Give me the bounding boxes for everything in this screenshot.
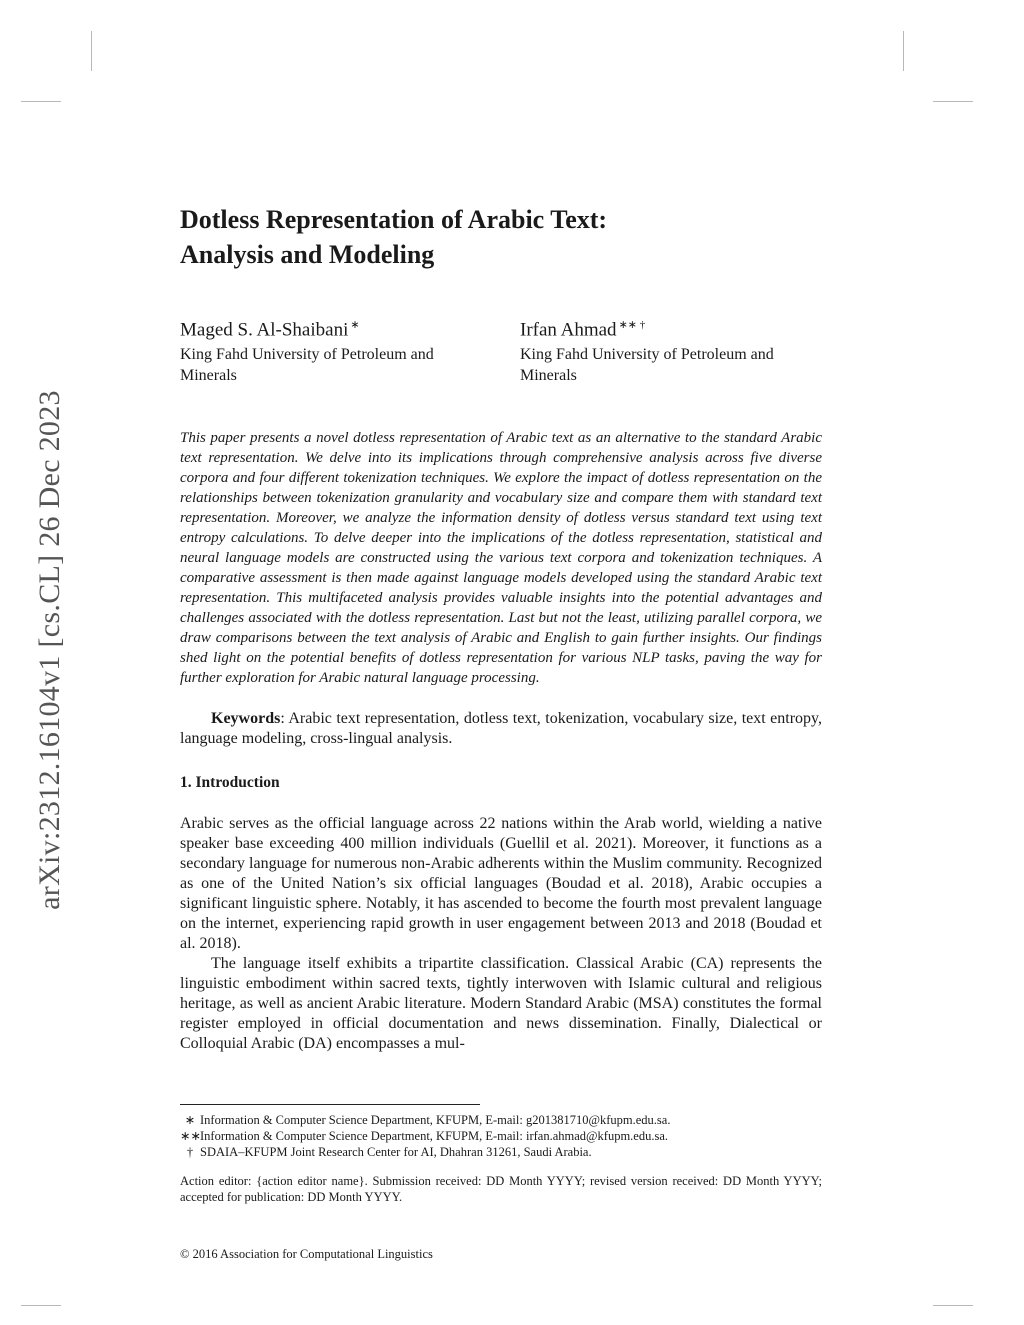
copyright: © 2016 Association for Computational Linguistics [180, 1247, 433, 1261]
author-1-mark: ∗ [350, 319, 360, 331]
paper-title [180, 202, 822, 272]
footnote-2-symbol: ∗∗ [180, 1129, 201, 1143]
editor-note: Action editor: {action editor name}. Submission received: DD Month YYYY; revised version received: DD Month YYYY; accepted for publication: DD Month YYYY. [180, 1174, 822, 1204]
footnote-1-symbol: ∗ [184, 1113, 196, 1127]
crop-mark-top-left [91, 31, 92, 71]
author-2-name: Irfan Ahmad [520, 319, 617, 341]
footnote-1 [180, 1112, 822, 1128]
section-heading: 1. Introduction [180, 774, 280, 791]
footnote-3 [180, 1144, 822, 1160]
footnote-3-symbol: † [186, 1145, 194, 1159]
footnote-rule [180, 1104, 480, 1105]
footnote-2 [180, 1128, 822, 1144]
author-2-mark: ∗∗ † [618, 319, 646, 331]
author-1-name: Maged S. Al-Shaibani [180, 319, 349, 341]
title-line-1: Dotless Representation of Arabic Text: [180, 205, 608, 234]
author-2 [520, 312, 820, 386]
footnote-1-text: Information & Computer Science Department, KFUPM, E-mail: g201381710@kfupm.edu.sa. [200, 1113, 671, 1127]
footnote-3-text: SDAIA–KFUPM Joint Research Center for AI, Dhahran 31261, Saudi Arabia. [200, 1145, 592, 1159]
footnote-2-text: Information & Computer Science Department, KFUPM, E-mail: irfan.ahmad@kfupm.edu.sa. [200, 1129, 668, 1143]
paragraph-2: The language itself exhibits a tripartite classification. Classical Arabic (CA) represents the linguistic embodiment within sacred texts, tightly interwoven with Islamic cultural and religious heritage, as well as ancient Arabic literature. Modern Standard Arabic (MSA) constitutes the formal register employed in official documentation and news dissemination. Finally, Dialectical or Colloquial Arabic (DA) encompasses a mul- [180, 955, 822, 1052]
author-1 [180, 312, 480, 386]
author-2-affiliation: King Fahd University of Petroleum and Minerals [520, 346, 774, 385]
body-text [180, 814, 822, 1054]
paragraph-1: Arabic serves as the official language across 22 nations within the Arab world, wielding a native speaker base exceeding 400 million individuals (Guellil et al. 2021). Moreover, it functions as a secondary language for numerous non-Arabic adherents within the Muslim community. Recognized as one of the United Nation’s six official languages (Boudad et al. 2018), Arabic occupies a significant linguistic sphere. Notably, it has ascended to become the fourth most prevalent language on the internet, experiencing rapid growth in user engagement between 2013 and 2018 (Boudad et al. 2018). [180, 815, 822, 952]
keywords-text: : Arabic text representation, dotless text, tokenization, vocabulary size, text entropy, language modeling, cross-lingual analysis. [180, 710, 822, 747]
title-line-2: Analysis and Modeling [180, 240, 435, 269]
crop-mark-top-right-h [933, 101, 973, 102]
crop-mark-top-left-h [21, 101, 61, 102]
crop-mark-top-right [903, 31, 904, 71]
abstract: This paper presents a novel dotless representation of Arabic text as an alternative to the standard Arabic text representation. We delve into its implications through comprehensive analysis across five diverse corpora and four different tokenization techniques. We explore the impact of dotless representation on the relationships between tokenization granularity and vocabulary size and compare them with standard text representation. Moreover, we analyze the information density of dotless versus standard text using text entropy calculations. To delve deeper into the implications of the dotless representation, statistical and neural language models are constructed using the various text corpora and tokenization techniques. A comparative assessment is then made against language models developed using the standard Arabic text representation. This multifaceted analysis provides valuable insights into the potential advantages and challenges associated with the dotless representation. Last but not the least, utilizing parallel corpora, we draw comparisons between the text analysis of Arabic and English to gain further insights. Our findings shed light on the potential benefits of dotless representation for various NLP tasks, paving the way for further exploration for Arabic natural language processing. [180, 430, 822, 686]
arxiv-stamp: arXiv:2312.16104v1 [cs.CL] 26 Dec 2023 [33, 390, 66, 910]
footnotes [180, 1112, 822, 1160]
crop-mark-bottom-left [21, 1305, 61, 1306]
keywords [180, 709, 822, 749]
keywords-label: Keywords [211, 710, 281, 727]
crop-mark-bottom-right [933, 1305, 973, 1306]
author-1-affiliation: King Fahd University of Petroleum and Minerals [180, 346, 434, 385]
